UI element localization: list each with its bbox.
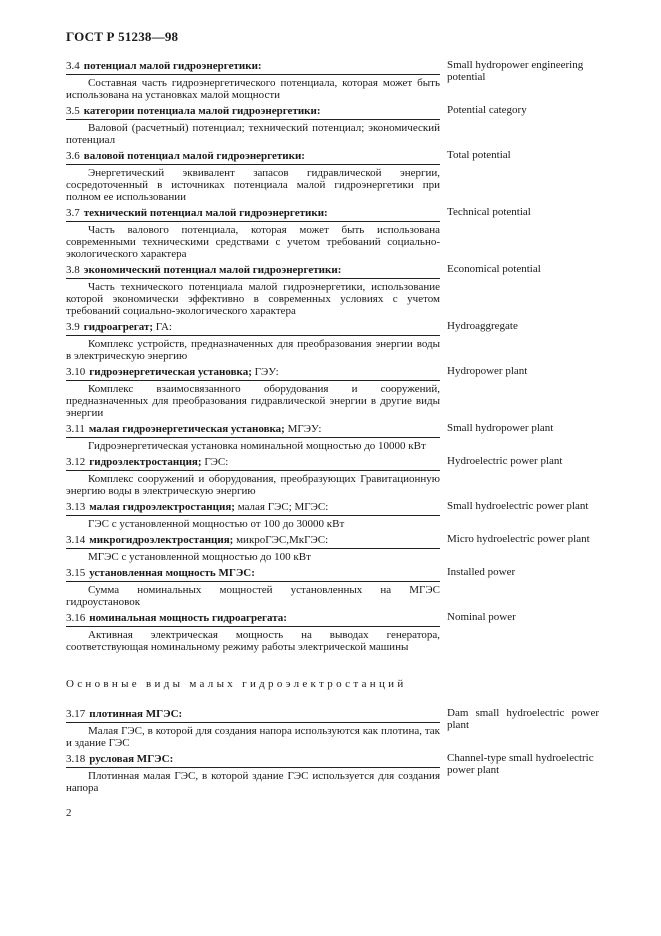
term-english: Dam small hydroelectric power plant (447, 707, 599, 731)
term-english: Technical potential (447, 206, 531, 218)
term-line (66, 149, 440, 165)
term-number: 3.9 (66, 321, 80, 333)
term-number: 3.6 (66, 150, 80, 162)
term-definition: Составная часть гидроэнергетического потенциала, которая может быть использована на установках малой мощности (66, 77, 440, 101)
term-name: русловая МГЭС: (89, 753, 174, 765)
term-line (66, 263, 440, 279)
term-definition: Гидроэнергетическая установка номинальной мощностью до 10000 кВт (88, 440, 426, 452)
term-entry (66, 455, 602, 497)
term-definition: Малая ГЭС, в которой для создания напора используются как плотина, так и здание ГЭС (66, 725, 440, 749)
term-number: 3.8 (66, 264, 80, 276)
term-entry (66, 533, 602, 563)
term-entry (66, 752, 602, 794)
term-name: установленная мощность МГЭС: (89, 567, 255, 579)
term-name: категории потенциала малой гидроэнергетики: (83, 105, 321, 117)
term-line (66, 59, 440, 75)
term-definition: Сумма номинальных мощностей установленных на МГЭС гидроустановок (66, 584, 440, 608)
term-number: 3.17 (66, 708, 86, 720)
term-definition: Комплекс сооружений и оборудования, преобразующих Гравитационную энергию воды в электрическую энергию (66, 473, 440, 497)
term-abbreviation: малая ГЭС; МГЭС: (234, 501, 329, 513)
term-line (66, 752, 440, 768)
term-entry (66, 611, 602, 653)
term-line (66, 533, 440, 549)
term-number: 3.4 (66, 60, 80, 72)
term-line (66, 206, 440, 222)
term-name: малая гидроэнергетическая установка; (88, 423, 285, 435)
term-entry (66, 500, 602, 530)
term-line (66, 455, 440, 471)
term-entry (66, 320, 602, 362)
term-definition: ГЭС с установленной мощностью от 100 до 30000 кВт (88, 518, 345, 530)
term-name: гидроэнергетическая установка; (89, 366, 252, 378)
term-abbreviation: микроГЭС,МкГЭС: (233, 534, 329, 546)
term-entry (66, 149, 602, 203)
term-line (66, 422, 440, 438)
term-entry (66, 59, 602, 101)
term-number: 3.12 (66, 456, 86, 468)
term-name: гидроэлектростанция; (89, 456, 202, 468)
term-definition: Комплекс устройств, предназначенных для преобразования энергии воды в электрическую энергию (66, 338, 440, 362)
page-number: 2 (66, 807, 72, 819)
term-english: Small hydropower engineering potential (447, 59, 584, 83)
term-line (66, 320, 440, 336)
term-line (66, 566, 440, 582)
term-number: 3.18 (66, 753, 86, 765)
term-line (66, 365, 440, 381)
term-number: 3.16 (66, 612, 86, 624)
term-english: Hydroaggregate (447, 320, 518, 332)
term-english: Installed power (447, 566, 516, 578)
term-definition: Валовой (расчетный) потенциал; технический потенциал; экономический потенциал (66, 122, 440, 146)
term-name: малая гидроэлектростанция; (89, 501, 235, 513)
term-english: Potential category (447, 104, 527, 116)
term-abbreviation: ГЭС: (201, 456, 229, 468)
term-english: Nominal power (447, 611, 516, 623)
term-english: Small hydroelectric power plant (447, 500, 589, 512)
term-entry (66, 206, 602, 260)
term-entry (66, 422, 602, 452)
term-definition: Комплекс взаимосвязанного оборудования и сооружений, предназначенных для преобразования гидравлической энергии в другие виды энергии (66, 383, 440, 419)
term-english: Hydroelectric power plant (447, 455, 563, 467)
term-abbreviation: МГЭУ: (284, 423, 322, 435)
term-definition: МГЭС с установленной мощностью до 100 кВт (88, 551, 311, 563)
term-number: 3.14 (66, 534, 86, 546)
term-number: 3.13 (66, 501, 86, 513)
term-entry (66, 263, 602, 317)
term-line (66, 500, 440, 516)
term-definition: Активная электрическая мощность на выводах генератора, соответствующая номинальному режиму работы электрической машины (66, 629, 440, 653)
term-definition: Часть технического потенциала малой гидроэнергетики, использование которой экономически эффективно в современных условиях с учетом требований социально-экологического характера (66, 281, 440, 317)
term-number: 3.7 (66, 207, 80, 219)
term-entry (66, 365, 602, 419)
term-number: 3.10 (66, 366, 86, 378)
term-name: гидроагрегат; (83, 321, 154, 333)
terms-list (66, 59, 602, 656)
term-name: технический потенциал малой гидроэнергетики: (83, 207, 328, 219)
term-abbreviation: ГА: (153, 321, 172, 333)
term-abbreviation: ГЭУ: (251, 366, 279, 378)
term-entry (66, 707, 602, 749)
term-number: 3.5 (66, 105, 80, 117)
term-line (66, 104, 440, 120)
document-header: ГОСТ Р 51238—98 (66, 29, 179, 44)
term-entry (66, 566, 602, 608)
section-title: Основные виды малых гидроэлектростанций (66, 678, 407, 690)
term-line (66, 707, 440, 723)
term-entry (66, 104, 602, 146)
term-definition: Энергетический эквивалент запасов гидравлической энергии, сосредоточенный в источниках потенциала малой гидроэнергетики при полном ее использовании (66, 167, 440, 203)
term-name: плотинная МГЭС: (89, 708, 183, 720)
term-english: Hydropower plant (447, 365, 528, 377)
terms-list-plant-types (66, 707, 602, 797)
term-name: микрогидроэлектростанция; (89, 534, 234, 546)
term-line (66, 611, 440, 627)
term-english: Micro hydroelectric power plant (447, 533, 590, 545)
term-name: валовой потенциал малой гидроэнергетики: (83, 150, 305, 162)
term-english: Channel-type small hydroelectric power plant (447, 752, 594, 776)
term-number: 3.15 (66, 567, 86, 579)
term-english: Total potential (447, 149, 511, 161)
term-name: потенциал малой гидроэнергетики: (83, 60, 262, 72)
term-english: Economical potential (447, 263, 541, 275)
term-name: экономический потенциал малой гидроэнергетики: (83, 264, 342, 276)
term-number: 3.11 (66, 423, 85, 435)
term-definition: Плотинная малая ГЭС, в которой здание ГЭС используется для создания напора (66, 770, 440, 794)
term-english: Small hydropower plant (447, 422, 554, 434)
term-name: номинальная мощность гидроагрегата: (89, 612, 287, 624)
term-definition: Часть валового потенциала, которая может быть использована современными техническими средствами с учетом требований социально-экологического характера (66, 224, 440, 260)
